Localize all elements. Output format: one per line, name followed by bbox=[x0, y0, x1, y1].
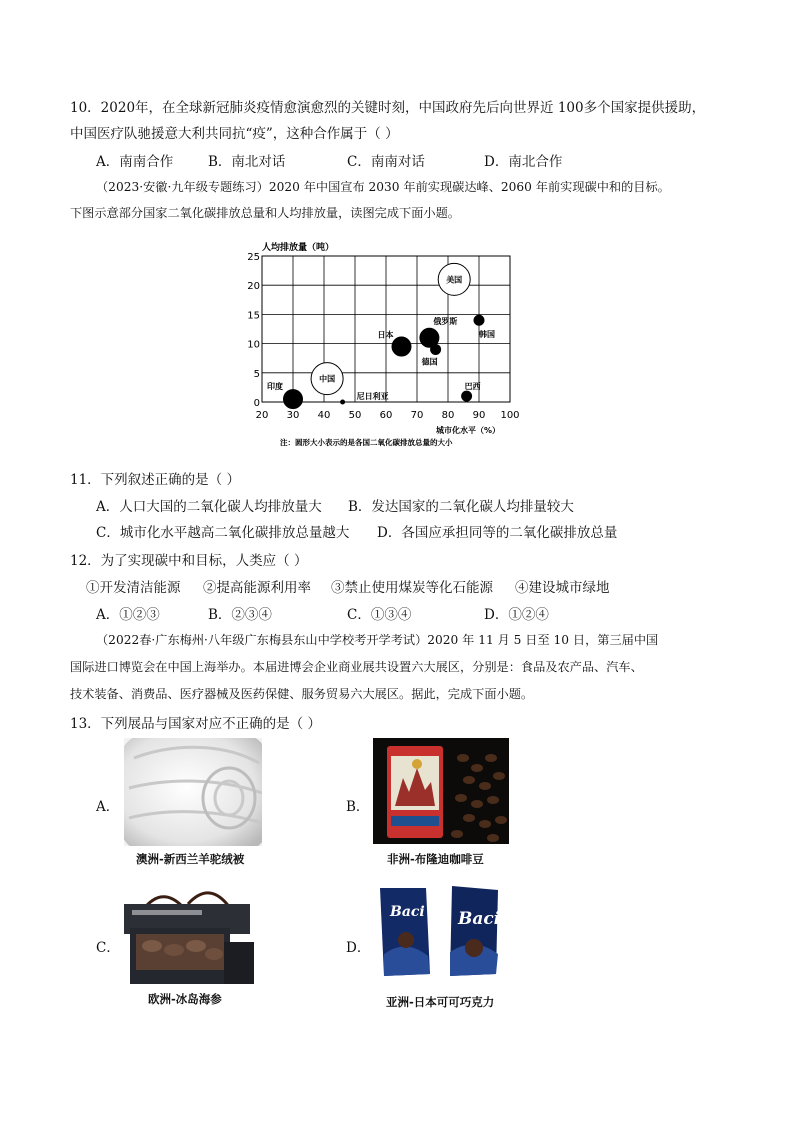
intro2-line3: 技术装备、消费品、医疗器械及医药保健、服务贸易六大展区。据此，完成下面小题。 bbox=[70, 687, 534, 701]
q12-item-4: ④建设城市绿地 bbox=[515, 580, 610, 596]
co2-scatter-chart bbox=[248, 238, 538, 450]
point-label: 中国 bbox=[319, 374, 336, 384]
y-tick-label: 25 bbox=[248, 252, 260, 263]
q12-option-b: B．②③④ bbox=[208, 607, 272, 623]
q13-option-a-letter: A． bbox=[96, 799, 120, 815]
q12-stem: 12．为了实现碳中和目标，人类应（ ） bbox=[70, 553, 308, 569]
q13-option-d-caption: 亚洲-日本可可巧克力 bbox=[386, 995, 495, 1009]
q11-option-d: D．各国应承担同等的二氧化碳排放总量 bbox=[377, 525, 618, 541]
q12-option-c: C．①③④ bbox=[347, 607, 412, 623]
q11-option-a: A．人口大国的二氧化碳人均排放量大 bbox=[96, 499, 322, 515]
chart-svg bbox=[248, 238, 538, 450]
point-德国 bbox=[431, 344, 441, 354]
x-tick-label: 20 bbox=[255, 410, 269, 421]
chart-ylabel: 人均排放量（吨） bbox=[262, 243, 335, 253]
q10-option-b: B．南北对话 bbox=[208, 154, 286, 170]
baci-logo-left: Baci bbox=[390, 904, 425, 920]
point-label: 韩国 bbox=[479, 330, 495, 340]
y-tick-label: 10 bbox=[248, 339, 260, 351]
q11-option-c: C．城市化水平越高二氧化碳排放总量越大 bbox=[96, 525, 350, 541]
point-label: 俄罗斯 bbox=[433, 316, 458, 326]
q11-option-b: B．发达国家的二氧化碳人均排量较大 bbox=[348, 499, 574, 515]
q12-option-d: D．①②④ bbox=[484, 607, 549, 623]
chocolate-bags-image bbox=[378, 884, 506, 980]
intro1-line1: （2023·安徽·九年级专题练习）2020 年中国宣布 2030 年前实现碳达峰、2060 年前实现碳中和的目标。 bbox=[96, 180, 670, 194]
q10-option-d: D．南北合作 bbox=[484, 154, 563, 170]
q13-stem: 13．下列展品与国家对应不正确的是（ ） bbox=[70, 716, 321, 732]
q10-stem-line2: 中国医疗队驰援意大利共同抗“疫”，这种合作属于（ ） bbox=[70, 126, 399, 142]
point-label: 德国 bbox=[421, 357, 438, 367]
point-label: 巴西 bbox=[464, 382, 481, 392]
point-印度 bbox=[284, 390, 303, 409]
intro2-line1: （2022春·广东梅州·八年级广东梅县东山中学校考开学考试）2020 年 11 月 5 日至 10 日，第三届中国 bbox=[96, 633, 659, 647]
x-tick-label: 30 bbox=[286, 410, 300, 421]
point-尼日利亚 bbox=[341, 400, 345, 404]
point-日本 bbox=[392, 337, 411, 356]
q13-option-b-caption: 非洲-布隆迪咖啡豆 bbox=[387, 852, 484, 866]
q13-option-c-caption: 欧洲-冰岛海参 bbox=[148, 992, 222, 1006]
intro1-line2: 下图示意部分国家二氧化碳排放总量和人均排放量，读图完成下面小题。 bbox=[70, 206, 460, 220]
point-label: 尼日利亚 bbox=[356, 392, 389, 401]
x-tick-label: 70 bbox=[410, 410, 424, 421]
blanket-image bbox=[124, 738, 262, 846]
q10-option-a: A．南南合作 bbox=[96, 154, 174, 170]
point-韩国 bbox=[474, 315, 484, 325]
x-tick-label: 40 bbox=[317, 410, 331, 421]
q12-item-2: ②提高能源利用率 bbox=[203, 580, 311, 596]
q13-option-c-letter: C． bbox=[96, 940, 120, 956]
chart-xlabel: 城市化水平（%） bbox=[436, 426, 501, 435]
x-tick-label: 60 bbox=[379, 410, 393, 421]
point-label: 美国 bbox=[446, 275, 463, 285]
baci-logo-right: Baci bbox=[458, 909, 501, 929]
q12-option-a: A．①②③ bbox=[96, 607, 160, 623]
chart-grid bbox=[262, 256, 510, 402]
q12-item-1: ①开发清洁能源 bbox=[86, 580, 181, 596]
point-label: 日本 bbox=[377, 330, 394, 340]
point-label: 印度 bbox=[267, 382, 283, 392]
q13-option-b-letter: B． bbox=[346, 799, 370, 815]
coffee-bag-image bbox=[373, 738, 509, 844]
x-tick-label: 100 bbox=[500, 410, 520, 421]
y-tick-label: 0 bbox=[253, 398, 260, 409]
q12-item-3: ③禁止使用煤炭等化石能源 bbox=[331, 580, 493, 596]
x-tick-label: 90 bbox=[472, 410, 486, 421]
q13-option-a-caption: 澳洲-新西兰羊驼绒被 bbox=[136, 852, 245, 866]
y-tick-label: 15 bbox=[248, 310, 260, 322]
x-tick-label: 80 bbox=[441, 410, 455, 421]
y-tick-label: 5 bbox=[253, 368, 260, 380]
sea-cucumber-box-image bbox=[120, 884, 256, 988]
q13-option-d-letter: D． bbox=[346, 940, 371, 956]
x-tick-label: 50 bbox=[348, 410, 362, 421]
q10-stem-line1: 10．2020年，在全球新冠肺炎疫情愈演愈烈的关键时刻，中国政府先后向世界近 100多个国家提供援助， bbox=[70, 100, 706, 116]
point-巴西 bbox=[462, 391, 472, 401]
q10-option-c: C．南南对话 bbox=[347, 154, 425, 170]
intro2-line2: 国际进口博览会在中国上海举办。本届进博会企业商业展共设置六大展区，分别是：食品及农产品、汽车、 bbox=[70, 660, 643, 674]
q11-stem: 11．下列叙述正确的是（ ） bbox=[70, 472, 240, 488]
chart-note: 注：圆形大小表示的是各国二氧化碳排放总量的大小 bbox=[280, 438, 453, 447]
y-tick-label: 20 bbox=[248, 281, 260, 293]
